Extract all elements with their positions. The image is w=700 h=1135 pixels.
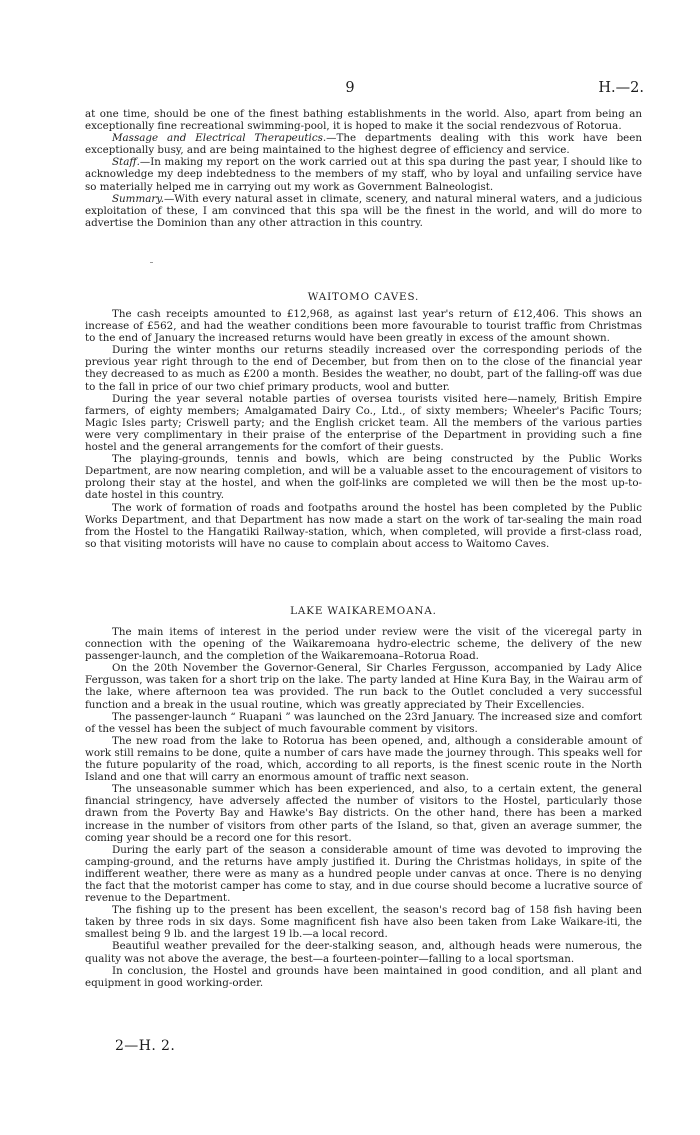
paragraph-summary: [85, 193, 642, 229]
paragraph: The main items of interest in the period under review were the visit of the viceregal party in connection with the opening of the Waikaremoana hydro-electric scheme, the delivery of the new passenger-launch, and the completion of the Waikaremoana–Rotorua Road.: [85, 626, 642, 663]
paragraph: During the early part of the season a considerable amount of time was devoted to improving the camping-ground, and the returns have amply justified it. During the Christmas holidays, in spite of the indifferent weather, there were as many as a hundred people under canvas at once. There is no denying the fact that the motorist camper has come to stay, and in due course should become a lucrative source of revenue to the Department.: [85, 843, 642, 905]
section-waitomo: [85, 308, 642, 550]
section-waikaremoana: [85, 626, 642, 989]
paragraph-text: —With every natural asset in climate, scenery, and natural mineral waters, and a judicious exploitation of these, I am convinced that this spa will be the finest in the world, and will do more to advertise the Dominion than any other attraction in this country.: [85, 192, 642, 229]
paragraph-label: Massage and Electrical Therapeutics.: [112, 132, 327, 145]
signature-mark: 2—H. 2.: [115, 1038, 176, 1054]
page-number: 9: [345, 80, 355, 96]
paragraph-massage: [85, 132, 642, 156]
paragraph: In conclusion, the Hostel and grounds have been maintained in good condition, and all plant and equipment in good working-order.: [85, 964, 642, 989]
paragraph: The fishing up to the present has been excellent, the season's record bag of 158 fish having been taken by three rods in six days. Some magnificent fish have also been taken from Lake Waikare-iti, the smallest being 9 lb. and the largest 19 lb.—a local record.: [85, 904, 642, 941]
stray-mark: [150, 262, 153, 263]
section-heading-waitomo: WAITOMO CAVES.: [307, 291, 420, 303]
spa-report-continuation: [85, 108, 642, 229]
paragraph-staff: [85, 156, 642, 192]
paragraph: The unseasonable summer which has been experienced, and also, to a certain extent, the general financial stringency, have adversely affected the number of visitors to the Hostel, particularly those drawn from the Poverty Bay and Hawke's Bay districts. On the other hand, there has been a marked increase in the number of visitors from other parts of the Island, so that, given an average summer, the coming year should be a record one for this resort.: [85, 783, 642, 844]
paragraph-text: —The departments dealing with this work have been exceptionally busy, and are being maintained to the highest degree of efficiency and service.: [85, 132, 642, 157]
paragraph: During the winter months our returns steadily increased over the corresponding periods of the previous year right through to the end of December, but from then on to the close of the financial year they decreased to as much as £200 a month. Besides the weather, no doubt, part of the falling-off was due to the fall in price of our two chief primary products, wool and butter.: [85, 344, 642, 393]
paragraph: Beautiful weather prevailed for the deer-stalking season, and, although heads were numerous, the quality was not above the average, the best—a fourteen-pointer—falling to a local sportsman.: [85, 940, 642, 965]
paragraph-label: Staff.: [112, 156, 140, 169]
paragraph: The playing-grounds, tennis and bowls, which are being constructed by the Public Works Department, are now nearing completion, and will be a valuable asset to the encouragement of visitors to prolong their stay at the hostel, and when the golf-links are completed we will then be the most up-to-date hostel in this country.: [85, 453, 642, 502]
paragraph: During the year several notable parties of oversea tourists visited here—namely, British Empire farmers, of eighty members; Amalgamated Dairy Co., Ltd., of sixty members; Wheeler's Pacific Tours; Magic Isles party; Criswell party; and the English cricket team. All the members of the various parties were very complimentary in their praise of the enterprise of the Department in providing such a fine hostel and the general arrangements for the comfort of their guests.: [85, 392, 642, 454]
paragraph-label: Summary.: [112, 192, 164, 205]
document-reference: H.—2.: [598, 80, 644, 96]
paragraph: The passenger-launch “ Ruapani ” was launched on the 23rd January. The increased size and comfort of the vessel has been the subject of much favourable comment by visitors.: [85, 710, 642, 735]
paragraph: The new road from the lake to Rotorua has been opened, and, although a considerable amount of work still remains to be done, quite a number of cars have made the journey through. This speaks well for the future popularity of the road, which, according to all reports, is the finest scenic route in the North Island and one that will carry an enormous amount of traffic next season.: [85, 734, 642, 784]
paragraph: at one time, should be one of the finest bathing establishments in the world. Also, apart from being an exceptionally fine recreational swimming-pool, it is hoped to make it the social rendezvous of Rotorua.: [85, 108, 642, 133]
section-heading-waikaremoana: LAKE WAIKAREMOANA.: [290, 605, 437, 617]
paragraph: On the 20th November the Governor-General, Sir Charles Fergusson, accompanied by Lady Alice Fergusson, was taken for a short trip on the lake. The party landed at Hine Kura Bay, in the Wairau arm of the lake, where afternoon tea was provided. The run back to the Outlet concluded a very successful function and a break in the usual routine, which was greatly appreciated by Their Excellencies.: [85, 662, 642, 711]
paragraph: The cash receipts amounted to £12,968, as against last year's return of £12,406. This shows an increase of £562, and had the weather conditions been more favourable to tourist traffic from Christmas to the end of January the increased returns would have been greatly in excess of the amount shown.: [85, 308, 642, 345]
paragraph-text: —In making my report on the work carried out at this spa during the past year, I should like to acknowledge my deep indebtedness to the members of my staff, who by loyal and unfailing service have so materially helped me in carrying out my work as Government Balneologist.: [85, 156, 642, 193]
paragraph: The work of formation of roads and footpaths around the hostel has been completed by the Public Works Department, and that Department has now made a start on the work of tar-sealing the main road from the Hostel to the Hangatiki Railway-station, which, when completed, will provide a first-class road, so that visiting motorists will have no cause to complain about access to Waitomo Caves.: [85, 501, 642, 550]
